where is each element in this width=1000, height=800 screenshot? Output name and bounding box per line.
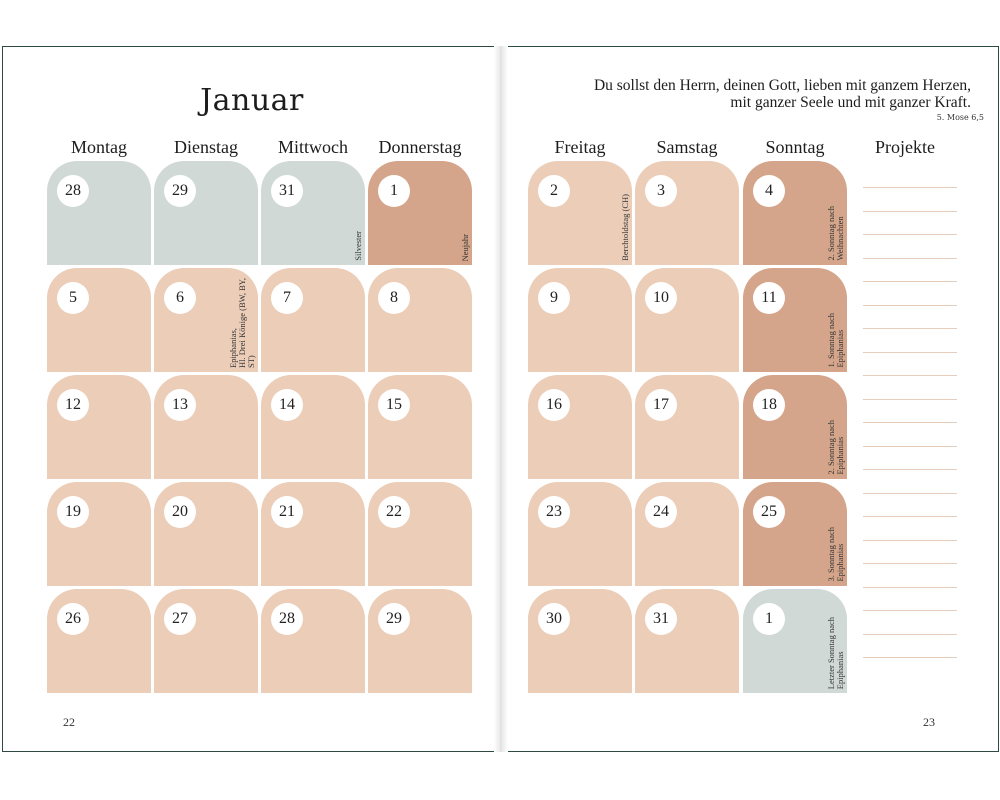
day-number: 23 bbox=[538, 496, 570, 528]
day-number: 12 bbox=[57, 389, 89, 421]
day-cell[interactable] bbox=[154, 482, 258, 586]
project-line[interactable] bbox=[863, 657, 957, 658]
day-cell[interactable] bbox=[743, 375, 847, 479]
day-number: 11 bbox=[753, 282, 785, 314]
day-number: 17 bbox=[645, 389, 677, 421]
project-line[interactable] bbox=[863, 328, 957, 329]
day-cell[interactable] bbox=[635, 161, 739, 265]
day-cell[interactable] bbox=[368, 375, 472, 479]
holiday-note: 2. Sonntag nach Weihnachten bbox=[826, 206, 845, 261]
day-number: 27 bbox=[164, 603, 196, 635]
project-line[interactable] bbox=[863, 305, 957, 306]
day-cell[interactable] bbox=[743, 268, 847, 372]
day-number: 2 bbox=[538, 175, 570, 207]
day-cell[interactable] bbox=[47, 268, 151, 372]
day-number: 4 bbox=[753, 175, 785, 207]
day-number: 7 bbox=[271, 282, 303, 314]
day-cell[interactable] bbox=[47, 589, 151, 693]
day-number: 21 bbox=[271, 496, 303, 528]
day-number: 15 bbox=[378, 389, 410, 421]
day-cell[interactable] bbox=[743, 589, 847, 693]
project-line[interactable] bbox=[863, 563, 957, 564]
day-cell[interactable] bbox=[368, 589, 472, 693]
day-cell[interactable] bbox=[154, 268, 258, 372]
day-name-2: Sonntag bbox=[765, 137, 825, 157]
day-number: 28 bbox=[271, 603, 303, 635]
month-title: Januar bbox=[200, 83, 304, 118]
day-number: 9 bbox=[538, 282, 570, 314]
project-line[interactable] bbox=[863, 446, 957, 447]
bible-verse bbox=[526, 77, 971, 111]
holiday-note: Epiphanias, Hl. Drei Könige (BW, BY, ST) bbox=[228, 278, 256, 368]
day-number: 31 bbox=[645, 603, 677, 635]
holiday-note: Silvester bbox=[353, 231, 363, 261]
day-number: 26 bbox=[57, 603, 89, 635]
day-name-1: Samstag bbox=[656, 137, 718, 157]
holiday-note: 1. Sonntag nach Epiphanias bbox=[826, 313, 845, 368]
day-number: 16 bbox=[538, 389, 570, 421]
project-line[interactable] bbox=[863, 516, 957, 517]
day-cell[interactable] bbox=[528, 589, 632, 693]
day-cell[interactable] bbox=[368, 482, 472, 586]
day-cell[interactable] bbox=[261, 268, 365, 372]
day-number: 30 bbox=[538, 603, 570, 635]
project-line[interactable] bbox=[863, 540, 957, 541]
project-line[interactable] bbox=[863, 281, 957, 282]
day-cell[interactable] bbox=[261, 589, 365, 693]
day-cell[interactable] bbox=[528, 375, 632, 479]
day-number: 20 bbox=[164, 496, 196, 528]
day-number: 10 bbox=[645, 282, 677, 314]
left-page bbox=[2, 46, 500, 752]
project-line[interactable] bbox=[863, 422, 957, 423]
project-line[interactable] bbox=[863, 187, 957, 188]
day-cell[interactable] bbox=[743, 161, 847, 265]
project-line[interactable] bbox=[863, 211, 957, 212]
day-cell[interactable] bbox=[635, 589, 739, 693]
day-cell[interactable] bbox=[47, 161, 151, 265]
day-name-0: Montag bbox=[71, 137, 127, 157]
day-cell[interactable] bbox=[368, 161, 472, 265]
project-line[interactable] bbox=[863, 375, 957, 376]
day-name-3: Projekte bbox=[875, 137, 935, 157]
project-line[interactable] bbox=[863, 469, 957, 470]
day-number: 25 bbox=[753, 496, 785, 528]
holiday-note: 2. Sonntag nach Epiphanias bbox=[826, 420, 845, 475]
day-number: 6 bbox=[164, 282, 196, 314]
day-number: 18 bbox=[753, 389, 785, 421]
day-number: 19 bbox=[57, 496, 89, 528]
day-cell[interactable] bbox=[261, 161, 365, 265]
holiday-note: Berchtoldstag (CH) bbox=[620, 194, 630, 261]
page-number-right: 23 bbox=[923, 715, 935, 729]
project-line[interactable] bbox=[863, 399, 957, 400]
holiday-note: Letzter Sonntag nach Epiphanias bbox=[826, 616, 845, 689]
day-number: 14 bbox=[271, 389, 303, 421]
project-line[interactable] bbox=[863, 493, 957, 494]
day-cell[interactable] bbox=[261, 375, 365, 479]
verse-line-1: Du sollst den Herrn, deinen Gott, lieben mit ganzem Herzen, bbox=[593, 77, 971, 94]
day-cell[interactable] bbox=[154, 589, 258, 693]
day-number: 29 bbox=[164, 175, 196, 207]
project-line[interactable] bbox=[863, 258, 957, 259]
page-number-left: 22 bbox=[63, 715, 75, 729]
day-number: 24 bbox=[645, 496, 677, 528]
day-number: 1 bbox=[378, 175, 410, 207]
day-cell[interactable] bbox=[154, 161, 258, 265]
day-cell[interactable] bbox=[528, 161, 632, 265]
project-line[interactable] bbox=[863, 587, 957, 588]
holiday-note: 3. Sonntag nach Epiphanias bbox=[826, 527, 845, 582]
day-number: 5 bbox=[57, 282, 89, 314]
day-name-0: Freitag bbox=[554, 137, 606, 157]
day-cell[interactable] bbox=[635, 482, 739, 586]
day-number: 13 bbox=[164, 389, 196, 421]
project-line[interactable] bbox=[863, 234, 957, 235]
day-name-2: Mittwoch bbox=[278, 137, 348, 157]
right-page bbox=[501, 46, 999, 752]
holiday-note: Neujahr bbox=[460, 233, 470, 261]
day-cell[interactable] bbox=[743, 482, 847, 586]
day-cell[interactable] bbox=[154, 375, 258, 479]
day-cell[interactable] bbox=[528, 268, 632, 372]
project-line[interactable] bbox=[863, 634, 957, 635]
day-number: 29 bbox=[378, 603, 410, 635]
day-number: 3 bbox=[645, 175, 677, 207]
day-name-3: Donnerstag bbox=[378, 137, 462, 157]
day-cell[interactable] bbox=[47, 375, 151, 479]
day-name-1: Dienstag bbox=[174, 137, 238, 157]
day-cell[interactable] bbox=[368, 268, 472, 372]
day-number: 28 bbox=[57, 175, 89, 207]
day-cell[interactable] bbox=[261, 482, 365, 586]
day-cell[interactable] bbox=[635, 268, 739, 372]
day-number: 1 bbox=[753, 603, 785, 635]
day-cell[interactable] bbox=[528, 482, 632, 586]
project-line[interactable] bbox=[863, 610, 957, 611]
day-number: 31 bbox=[271, 175, 303, 207]
day-number: 8 bbox=[378, 282, 410, 314]
day-number: 22 bbox=[378, 496, 410, 528]
day-cell[interactable] bbox=[47, 482, 151, 586]
verse-reference: 5. Mose 6,5 bbox=[936, 113, 984, 122]
project-line[interactable] bbox=[863, 352, 957, 353]
verse-line-2: mit ganzer Seele und mit ganzer Kraft. bbox=[730, 94, 971, 111]
day-cell[interactable] bbox=[635, 375, 739, 479]
book-gutter bbox=[494, 46, 508, 752]
